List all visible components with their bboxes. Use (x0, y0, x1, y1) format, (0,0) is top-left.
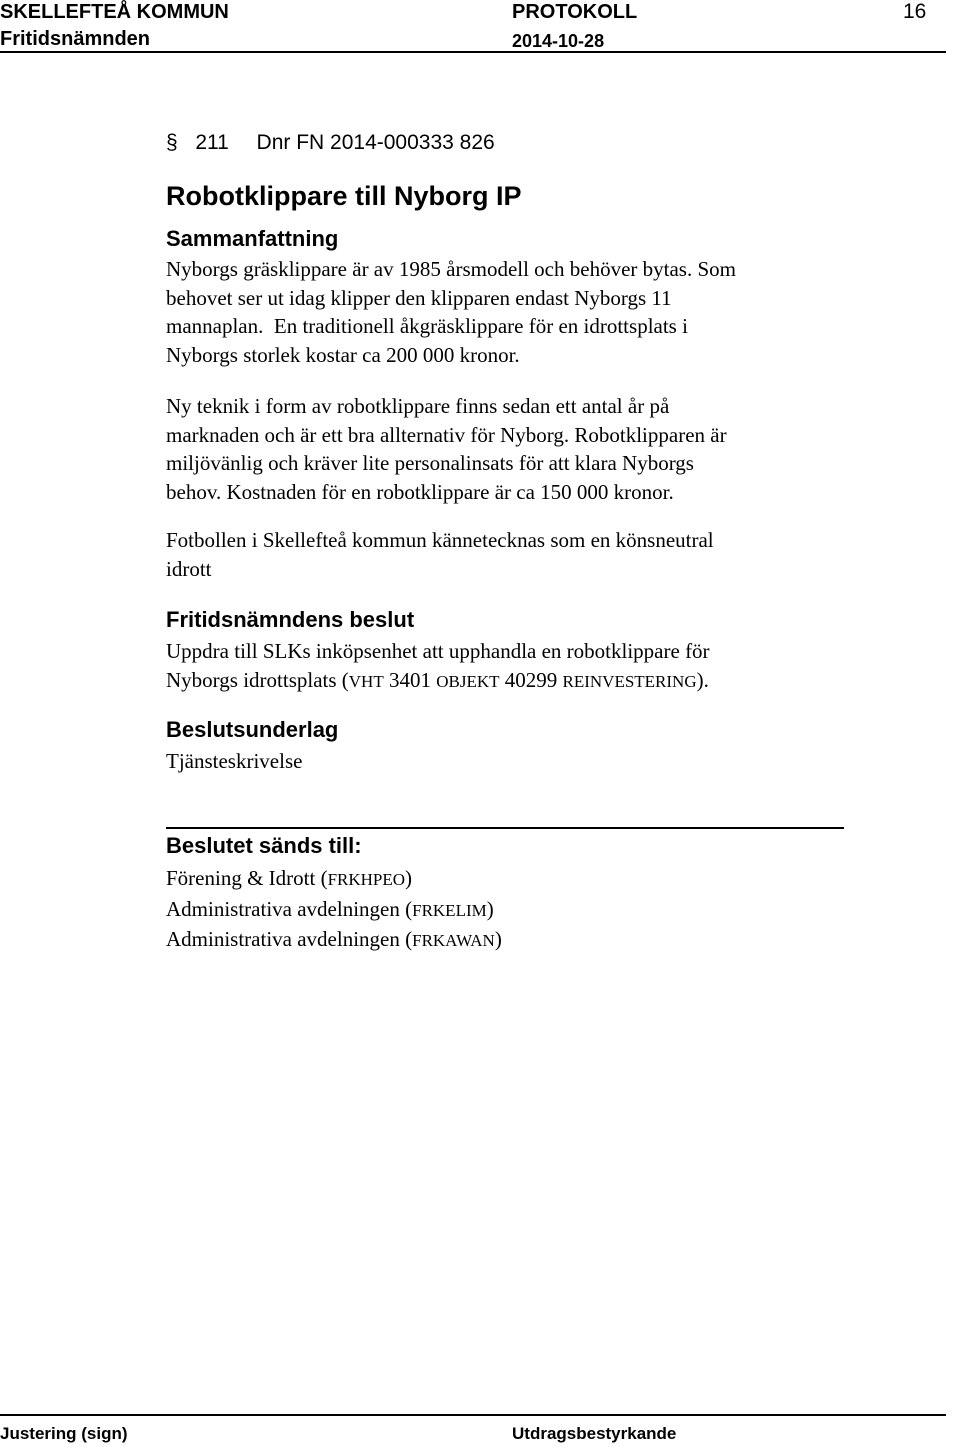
text-line (166, 666, 856, 697)
small-caps-code: VHT (348, 671, 384, 691)
text-segment: ) (486, 896, 494, 921)
text-line: marknaden och är ett bra allternativ för Nyborg. Robotklipparen är (166, 422, 727, 447)
case-dnr: Dnr FN 2014-000333 826 (256, 131, 495, 154)
summary-paragraph-3 (166, 526, 856, 583)
summary-heading: Sammanfattning (166, 226, 339, 251)
recipient-name: Förening & Idrott ( (166, 866, 328, 890)
header-divider (0, 51, 946, 53)
recipient-code: FRKAWAN (412, 931, 495, 950)
text-segment: Nyborgs idrottsplats ( (166, 667, 349, 692)
text-line: behov. Kostnaden för en robotklippare är ca 150 000 kronor. (166, 479, 674, 504)
recipient-code: FRKHPEO (327, 870, 406, 889)
text-segment: ) (405, 866, 413, 890)
page-number: 16 (903, 0, 927, 23)
text-line: idrott (166, 556, 212, 581)
text-line: Ny teknik i form av robotklippare finns sedan ett antal år på (166, 394, 670, 418)
small-caps-code: OBJEKT (436, 671, 500, 691)
text-segment: ) (494, 927, 502, 951)
text-line: Nyborgs gräsklippare är av 1985 årsmodell och behöver bytas. Som (166, 257, 736, 281)
case-reference (166, 131, 495, 155)
basis-item (166, 747, 856, 776)
board-name: Fritidsnämnden (0, 28, 151, 50)
footer-signature-label: Justering (sign) (0, 1424, 128, 1443)
recipient-item (166, 895, 856, 926)
small-caps-code: REINVESTERING (562, 671, 697, 691)
page-title: Robotklippare till Nyborg IP (166, 181, 522, 211)
meeting-date: 2014-10-28 (512, 31, 605, 51)
document-type: PROTOKOLL (512, 1, 638, 23)
recipient-code: FRKELIM (412, 900, 487, 920)
summary-paragraph-1 (166, 255, 856, 369)
text-segment: ). (696, 667, 709, 692)
recipient-item (166, 925, 856, 956)
case-number: 211 (195, 131, 229, 154)
footer-divider (0, 1414, 946, 1416)
text-line: Tjänsteskrivelse (166, 749, 303, 773)
municipality-name: SKELLEFTEÅ KOMMUN (0, 1, 229, 23)
text-line: miljövänlig och kräver lite personalinsats för att klara Nyborgs (166, 451, 694, 475)
text-line: Uppdra till SLKs inköpsenhet att upphandla en robotklippare för (166, 639, 710, 663)
summary-paragraph-2 (166, 392, 856, 506)
basis-heading: Beslutsunderlag (166, 717, 339, 742)
text-line: Nyborgs storlek kostar ca 200 000 kronor. (166, 342, 520, 367)
sent-to-heading: Beslutet sänds till: (166, 833, 362, 858)
recipient-name: Administrativa avdelningen ( (166, 896, 413, 921)
section-divider (166, 827, 844, 829)
text-line: behovet ser ut idag klipper den klipparen endast Nyborgs 11 (166, 285, 672, 310)
footer-certification-label: Utdragsbestyrkande (512, 1424, 677, 1443)
recipient-item (166, 864, 856, 895)
paragraph-sign: § (166, 131, 178, 154)
text-segment: 40299 (499, 667, 563, 692)
text-line: Fotbollen i Skellefteå kommun kännetecknas som en könsneutral (166, 528, 714, 552)
decision-heading: Fritidsnämndens beslut (166, 607, 415, 632)
text-segment: 3401 (383, 667, 437, 692)
text-line: mannaplan. En traditionell åkgräsklippare för en idrottsplats i (166, 314, 688, 338)
decision-text (166, 637, 856, 696)
recipient-name: Administrativa avdelningen ( (166, 927, 413, 951)
recipient-list (166, 864, 856, 956)
